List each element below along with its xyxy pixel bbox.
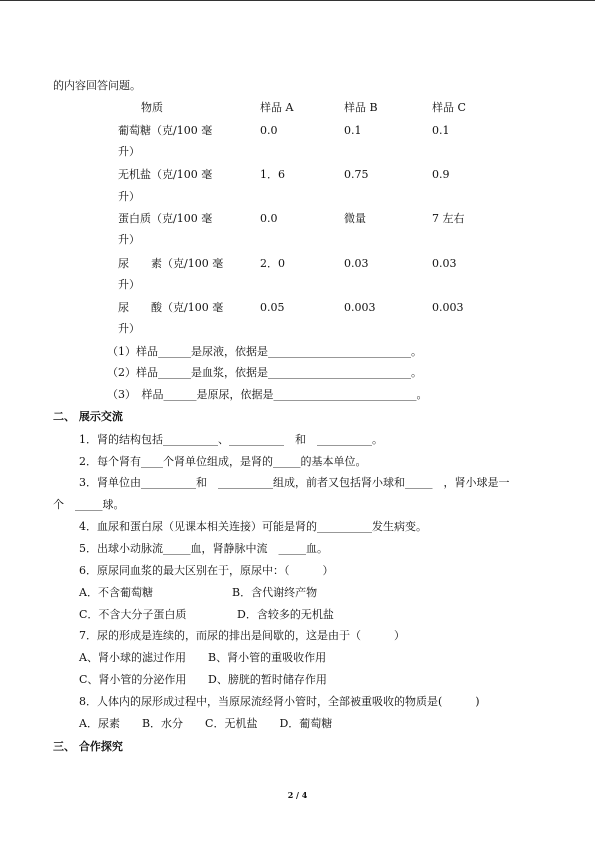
table-cell-name: 无机盐（克/100 毫: [118, 168, 213, 181]
header-rule: [0, 0, 595, 1]
question-3: 3．肾单位由__________和 __________组成，前者又包括肾小球和_____ ，肾小球是一: [79, 476, 510, 489]
question-7: 7．尿的形成是连续的，而尿的排出是间歇的，这是由于（ ）: [79, 629, 405, 642]
table-cell-name: 尿 素（克/100 毫: [118, 257, 224, 270]
table-cell-b: 0.75: [344, 168, 369, 181]
table-cell-b: 微量: [344, 212, 366, 225]
q6-option-b: B．含代谢终产物: [232, 586, 318, 599]
table-cell-c: 0.003: [432, 301, 464, 314]
table-cell-a: 0.0: [260, 124, 278, 137]
table-cell-a: 0.0: [260, 212, 278, 225]
sub-question-3: （3） 样品______是原尿，依据是__________________________。: [107, 388, 428, 401]
table-cell-name: 蛋白质（克/100 毫: [118, 212, 213, 225]
table-cell-a: 0.05: [260, 301, 285, 314]
question-4: 4．血尿和蛋白尿（见课本相关连接）可能是肾的__________发生病变。: [79, 520, 427, 533]
table-cell-name-cont: 升）: [118, 145, 140, 158]
sub-question-1: （1）样品______是尿液，依据是__________________________。: [107, 345, 422, 358]
sub-question-2: （2）样品______是血浆，依据是__________________________。: [107, 366, 422, 379]
table-header-sample-b: 样品 B: [344, 101, 378, 114]
q8-options: A．尿素 B．水分 C．无机盐 D．葡萄糖: [79, 717, 333, 730]
q7-option-b: B、肾小管的重吸收作用: [208, 651, 327, 664]
table-cell-name-cont: 升）: [118, 233, 140, 246]
q7-option-a: A、肾小球的滤过作用: [79, 651, 186, 664]
table-header-substance: 物质: [141, 101, 163, 114]
question-8: 8．人体内的尿形成过程中，当原尿流经肾小管时，全部被重吸收的物质是( ): [79, 695, 480, 708]
q6-option-c: C．不含大分子蛋白质: [79, 608, 187, 621]
intro-text: 的内容回答问题。: [53, 79, 141, 92]
table-cell-b: 0.1: [344, 124, 362, 137]
question-1: 1．肾的结构包括__________、__________ 和 __________。: [79, 433, 383, 446]
table-cell-c: 0.03: [432, 257, 457, 270]
table-cell-name: 葡萄糖（克/100 毫: [118, 124, 213, 137]
table-cell-a: 2．0: [260, 257, 285, 270]
q6-option-a: A．不含葡萄糖: [79, 586, 153, 599]
table-cell-b: 0.03: [344, 257, 369, 270]
section-heading-exchange: 二、 展示交流: [53, 410, 123, 423]
table-header-sample-c: 样品 C: [432, 101, 466, 114]
table-cell-c: 7 左右: [432, 212, 465, 225]
table-header-sample-a: 样品 A: [260, 101, 294, 114]
q7-option-d: D、膀胱的暂时储存作用: [208, 673, 327, 686]
table-cell-name-cont: 升）: [118, 322, 140, 335]
table-cell-b: 0.003: [344, 301, 376, 314]
q7-option-c: C、肾小管的分泌作用: [79, 673, 187, 686]
table-cell-a: 1．6: [260, 168, 285, 181]
table-cell-name-cont: 升）: [118, 278, 140, 291]
q6-option-d: D．含较多的无机盐: [237, 608, 334, 621]
table-cell-name-cont: 升）: [118, 190, 140, 203]
table-cell-c: 0.1: [432, 124, 450, 137]
table-cell-name: 尿 酸（克/100 毫: [118, 301, 224, 314]
question-5: 5．出球小动脉流_____血，肾静脉中流 _____血。: [79, 542, 328, 555]
question-2: 2．每个肾有____个肾单位组成，是肾的_____的基本单位。: [79, 455, 367, 468]
page-number: 2 / 4: [287, 790, 308, 800]
table-cell-c: 0.9: [432, 168, 450, 181]
section-heading-cooperation: 三、 合作探究: [53, 740, 123, 753]
question-3-cont: 个 _____球。: [53, 498, 125, 511]
question-6: 6．原尿同血浆的最大区别在于，原尿中：（ ）: [79, 564, 334, 577]
